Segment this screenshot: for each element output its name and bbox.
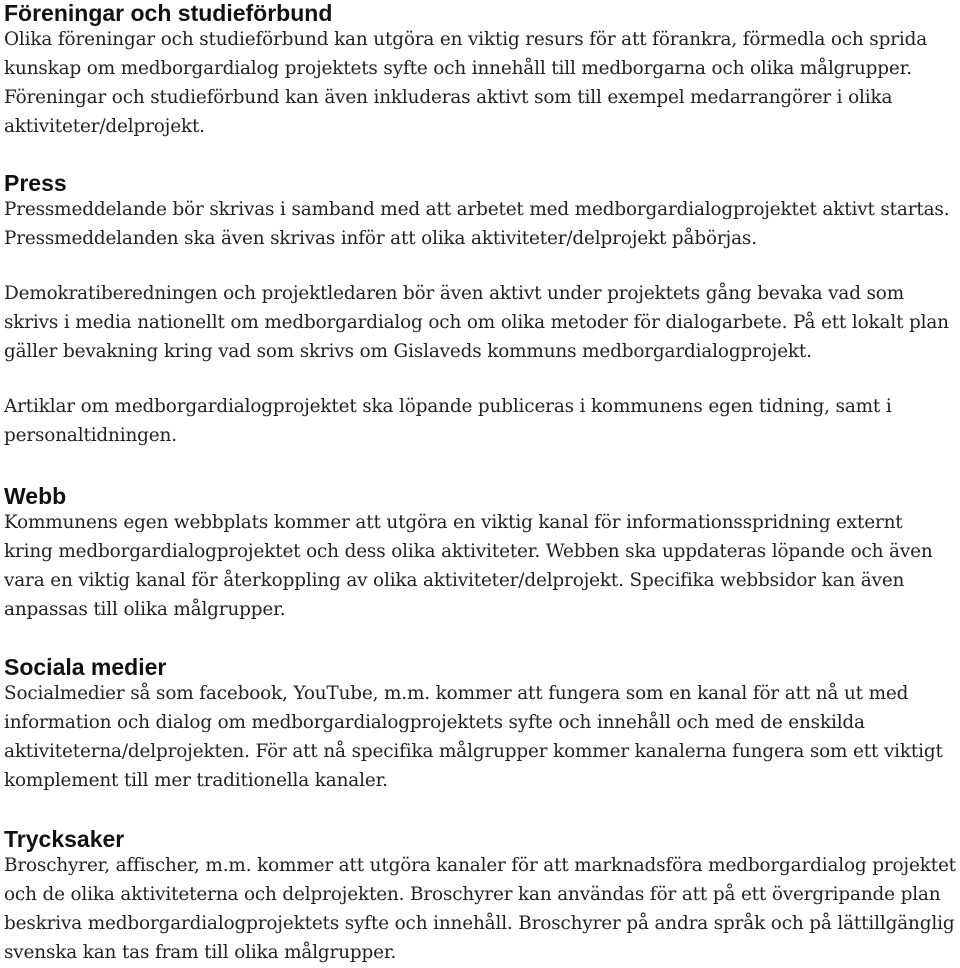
section-heading: Föreningar och studieförbund — [4, 0, 333, 26]
section-heading: Trycksaker — [4, 826, 125, 852]
section-paragraph: Socialmedier så som facebook, YouTube, m.m. kommer att fungera som en kanal för att nå ut med information och dialog om medborgardialogprojektets syfte och innehåll och med de enskilda aktiviteterna/delprojekten. För att nå specifika målgrupper kommer kanalerna fungera som ett viktigt komplement till mer traditionella kanaler. — [4, 683, 943, 791]
section-sociala-medier — [4, 654, 956, 795]
section-paragraph: Artiklar om medborgardialogprojektet ska löpande publiceras i kommunens egen tidning, samt i personaltidningen. — [4, 396, 892, 446]
section-paragraph: Demokratiberedningen och projektledaren bör även aktivt under projektets gång bevaka vad som skrivs i media nationellt om medborgardialog och om olika metoder för dialogarbete. På ett lokalt plan gäller bevakning kring vad som skrivs om Gislaveds kommuns medborgardialogprojekt. — [4, 283, 949, 362]
section-paragraph: Pressmeddelande bör skrivas i samband med att arbetet med medborgardialogprojektet aktivt startas. Pressmeddelanden ska även skrivas inför att olika aktiviteter/delprojekt påbörjas. — [4, 199, 950, 249]
section-paragraph: Broschyrer, affischer, m.m. kommer att utgöra kanaler för att marknadsföra medborgardialog projektet och de olika aktiviteterna och delprojekten. Broschyrer kan användas för att på ett övergripande plan beskriva medborgardialogprojektets syfte och innehåll. Broschyrer på andra språk och på lättillgänglig svenska kan tas fram till olika målgrupper. — [4, 855, 956, 963]
section-press — [4, 170, 956, 450]
section-paragraph: Kommunens egen webbplats kommer att utgöra en viktig kanal för informationsspridning externt kring medborgardialogprojektet och dess olika aktiviteter. Webben ska uppdateras löpande och även vara en viktig kanal för återkoppling av olika aktiviteter/delprojekt. Specifika webbsidor kan även anpassas till olika målgrupper. — [4, 512, 933, 620]
section-paragraph: Olika föreningar och studieförbund kan utgöra en viktig resurs för att förankra, förmedla och sprida kunskap om medborgardialog projektets syfte och innehåll till medborgarna och olika målgrupper. Föreningar och studieförbund kan även inkluderas aktivt som till exempel medarrangörer i olika aktiviteter/delprojekt. — [4, 29, 928, 137]
section-heading: Sociala medier — [4, 654, 167, 680]
section-heading: Webb — [4, 483, 67, 509]
section-heading: Press — [4, 170, 67, 196]
section-webb — [4, 483, 956, 624]
section-foreningar — [4, 0, 956, 141]
section-trycksaker — [4, 826, 956, 967]
